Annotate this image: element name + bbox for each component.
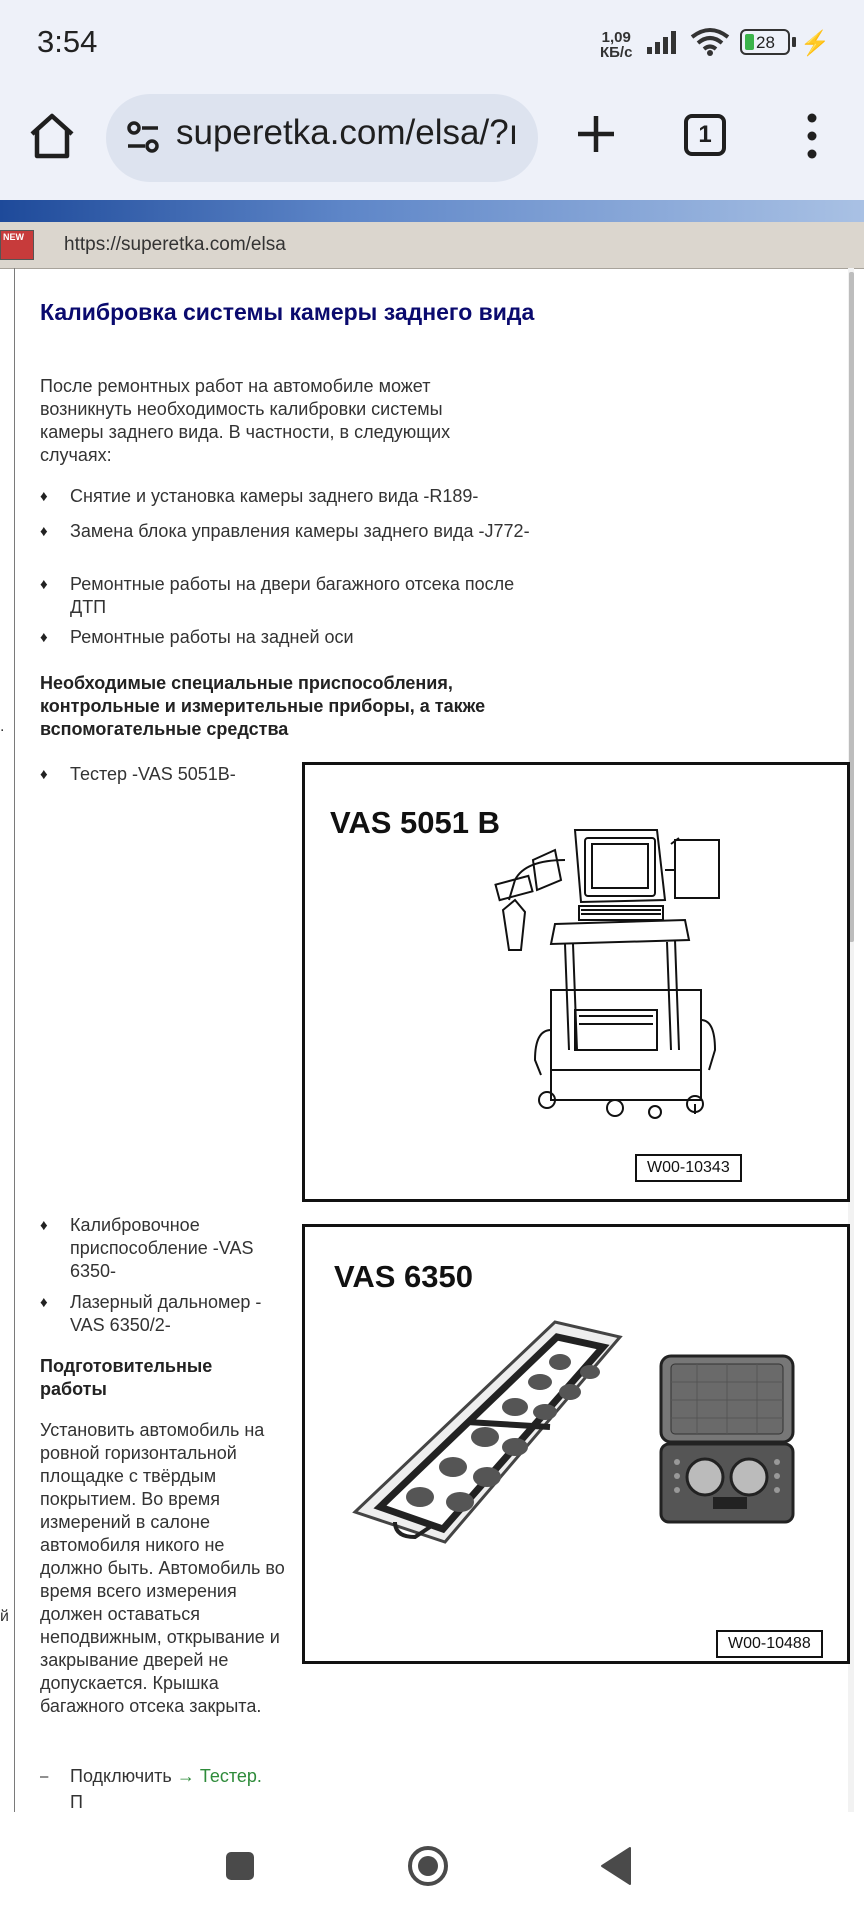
tab-switcher-icon[interactable]: 1 [684, 114, 726, 156]
network-speed-value: 1,09 [601, 29, 631, 46]
bullet-icon: ♦ [40, 629, 48, 646]
url-text[interactable]: superetka.com/elsa/?ı [176, 113, 519, 152]
page-title: Калибровка системы камеры заднего вида [40, 299, 535, 325]
figure-vas-6350 [302, 1224, 850, 1664]
list-item-text: Тестер -VAS 5051B- [70, 764, 236, 784]
bullet-icon: ♦ [40, 576, 48, 593]
favicon-text: NEW [3, 232, 24, 242]
browser-toolbar [0, 88, 864, 200]
figure-code: W00-10343 [635, 1154, 742, 1182]
battery-level: 28 [756, 33, 775, 52]
list-item-text: Лазерный дальномер -VAS 6350/2- [70, 1292, 262, 1335]
laser-rangefinder-case-illustration [657, 1352, 797, 1527]
prep-paragraph: Установить автомобиль на ровной горизонтальной площадке с твёрдым покрытием. Во время измерений в салоне автомобиля никого не должно быть. Автомобиль во время всего измерения должен оставаться неподвижным, открывание и закрывание дверей не допускается. Крышка багажного отсека закрыта. [40, 1420, 285, 1716]
battery-icon [740, 29, 790, 55]
clipped-text-fragment: й [0, 1608, 9, 1625]
bullet-icon: ♦ [40, 1217, 48, 1234]
recents-button[interactable] [226, 1852, 254, 1880]
figure-title: VAS 5051 B [330, 805, 501, 840]
inner-address-text: https://superetka.com/elsa [64, 234, 286, 255]
tester-cart-illustration [495, 820, 815, 1120]
list-item-text: Ремонтные работы на задней оси [70, 627, 354, 647]
url-bar[interactable] [106, 94, 538, 182]
list-item-text: Снятие и установка камеры заднего вида -R189- [70, 486, 479, 506]
status-bar [0, 0, 864, 88]
battery-tip [792, 37, 796, 47]
figure-title: VAS 6350 [334, 1259, 474, 1294]
home-icon[interactable] [26, 110, 78, 162]
clock: 3:54 [37, 24, 98, 59]
bullet-icon: ♦ [40, 766, 48, 783]
network-speed-unit: КБ/с [600, 44, 633, 61]
home-button[interactable] [406, 1844, 450, 1888]
list-item-text: Замена блока управления камеры заднего вида -J772- [70, 521, 530, 541]
android-nav-bar [0, 1812, 864, 1920]
prep-heading: Подготовительные работы [40, 1356, 213, 1399]
charging-icon: ⚡ [800, 30, 830, 57]
figure-code: W00-10488 [716, 1630, 823, 1658]
link-arrow-icon[interactable]: → [176, 1766, 195, 1786]
tools-heading: Необходимые специальные приспособления, контрольные и измерительные приборы, а также вспомогательные средства [40, 673, 486, 739]
site-settings-icon[interactable] [124, 118, 164, 158]
left-frame-border [14, 268, 15, 1812]
list-item-text: Ремонтные работы на двери багажного отсека после ДТП [70, 574, 515, 617]
wifi-icon [690, 28, 730, 56]
bullet-icon: ♦ [40, 523, 48, 540]
list-item-text: Калибровочное приспособление -VAS 6350- [70, 1215, 254, 1281]
bullet-icon: ♦ [40, 488, 48, 505]
more-menu-icon[interactable] [800, 110, 824, 162]
network-speed [600, 30, 632, 60]
bullet-icon: ♦ [40, 1294, 48, 1311]
figure-vas-5051b [302, 762, 850, 1202]
inner-address-bar [0, 222, 864, 269]
link-period: . [256, 1766, 262, 1786]
tester-link[interactable]: Тестер [199, 1766, 257, 1786]
intro-paragraph: После ремонтных работ на автомобиле может возникнуть необходимость калибровки системы камеры заднего вида. В частности, в следующих случаях: [40, 376, 451, 465]
step-text-partial: П [70, 1792, 83, 1812]
new-tab-icon[interactable] [570, 108, 622, 160]
battery-fill [745, 34, 754, 50]
elsa-favicon-icon [0, 230, 34, 260]
back-button[interactable] [600, 1846, 632, 1886]
calibration-board-illustration [335, 1307, 635, 1547]
signal-icon [646, 28, 682, 56]
dash-icon: – [40, 1768, 49, 1785]
step-text: Подключить [70, 1766, 172, 1786]
clipped-text-fragment: . [0, 718, 5, 735]
page-header-band [0, 200, 864, 222]
